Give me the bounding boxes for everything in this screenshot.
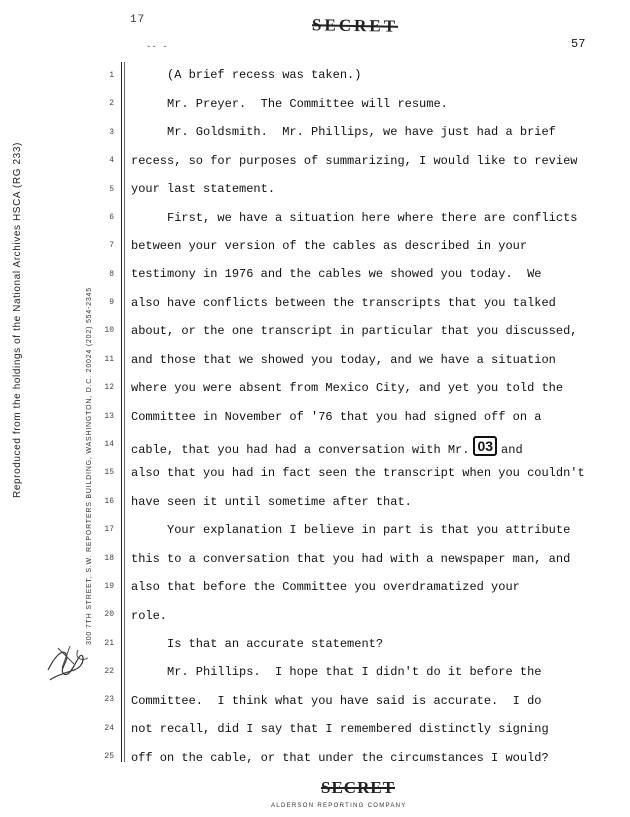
line-number: 13: [104, 412, 114, 421]
transcript-text-segment: cable, that you had had a conversation with Mr.: [131, 443, 470, 457]
transcript-line: also have conflicts between the transcripts that you talked: [131, 296, 556, 310]
transcript-line: Your explanation I believe in part is that you attribute: [131, 523, 571, 537]
line-number: 11: [104, 355, 114, 364]
line-number: 22: [104, 667, 114, 676]
line-number: 21: [104, 639, 114, 648]
line-number: 10: [104, 326, 114, 335]
transcript-line: and those that we showed you today, and we have a situation: [131, 353, 556, 367]
handwritten-mark-icon: [44, 640, 92, 684]
transcript-line: your last statement.: [131, 182, 276, 196]
transcript-line: Committee. I think what you have said is accurate. I do: [131, 694, 542, 708]
line-number: 6: [109, 213, 114, 222]
reporting-company: ALDERSON REPORTING COMPANY: [271, 803, 407, 809]
transcript-line: between your version of the cables as described in your: [131, 239, 528, 253]
margin-rule-inner: [124, 62, 125, 762]
transcript-line: where you were absent from Mexico City, and yet you told the: [131, 381, 564, 395]
transcript-line: also that you had in fact seen the transcript when you couldn't: [131, 466, 585, 480]
top-dash-mark: -- -: [146, 42, 168, 52]
transcript-line: Mr. Phillips. I hope that I didn't do it before the: [131, 665, 542, 679]
line-number: 4: [109, 156, 114, 165]
line-number: 3: [109, 128, 114, 137]
line-number: 8: [109, 270, 114, 279]
reporter-address: 300 7TH STREET, S.W. REPORTERS BUILDING, WASHINGTON, D.C. 20024 (202) 554-2345: [86, 287, 93, 645]
line-number: 12: [104, 383, 114, 392]
line-number: 23: [104, 695, 114, 704]
top-page-mark: 17: [130, 14, 146, 26]
transcript-line: (A brief recess was taken.): [131, 68, 362, 82]
transcript-line: also that before the Committee you overdramatized your: [131, 580, 520, 594]
transcript-line: Mr. Goldsmith. Mr. Phillips, we have just had a brief: [131, 125, 556, 139]
line-number: 17: [104, 525, 114, 534]
classification-stamp-top: SECRET: [311, 15, 399, 36]
transcript-line: testimony in 1976 and the cables we showed you today. We: [131, 267, 542, 281]
line-number: 15: [104, 468, 114, 477]
line-number: 20: [104, 610, 114, 619]
redaction-box: 03: [473, 436, 497, 456]
transcript-line: this to a conversation that you had with a newspaper man, and: [131, 552, 571, 566]
line-number: 24: [104, 724, 114, 733]
transcript-line: about, or the one transcript in particular that you discussed,: [131, 324, 578, 338]
margin-rule: [121, 62, 122, 762]
transcript-line: have seen it until sometime after that.: [131, 495, 412, 509]
line-number: 1: [109, 71, 114, 80]
classification-stamp-bottom: SECRET: [321, 778, 396, 797]
line-number: 18: [104, 554, 114, 563]
line-number: 25: [104, 752, 114, 761]
line-number: 2: [109, 99, 114, 108]
transcript-line: Committee in November of '76 that you had signed off on a: [131, 410, 542, 424]
transcript-line: off on the cable, or that under the circumstances I would?: [131, 751, 549, 765]
transcript-text-segment: and: [501, 443, 523, 457]
line-number: 16: [104, 497, 114, 506]
archive-reproduction-note: Reproduced from the holdings of the National Archives HSCA (RG 233): [12, 142, 23, 498]
transcript-line: Mr. Preyer. The Committee will resume.: [131, 97, 448, 111]
page-number: 57: [571, 37, 586, 51]
transcript-line: First, we have a situation here where there are conflicts: [131, 211, 578, 225]
transcript-line: Is that an accurate statement?: [131, 637, 384, 651]
line-number: 7: [109, 241, 114, 250]
line-number: 14: [104, 440, 114, 449]
line-number: 5: [109, 185, 114, 194]
transcript-line: not recall, did I say that I remembered distinctly signing: [131, 722, 549, 736]
transcript-line: recess, so for purposes of summarizing, I would like to review: [131, 154, 578, 168]
transcript-line-redacted: [131, 438, 523, 458]
line-number: 9: [109, 298, 114, 307]
transcript-line: role.: [131, 609, 168, 623]
line-number: 19: [104, 582, 114, 591]
